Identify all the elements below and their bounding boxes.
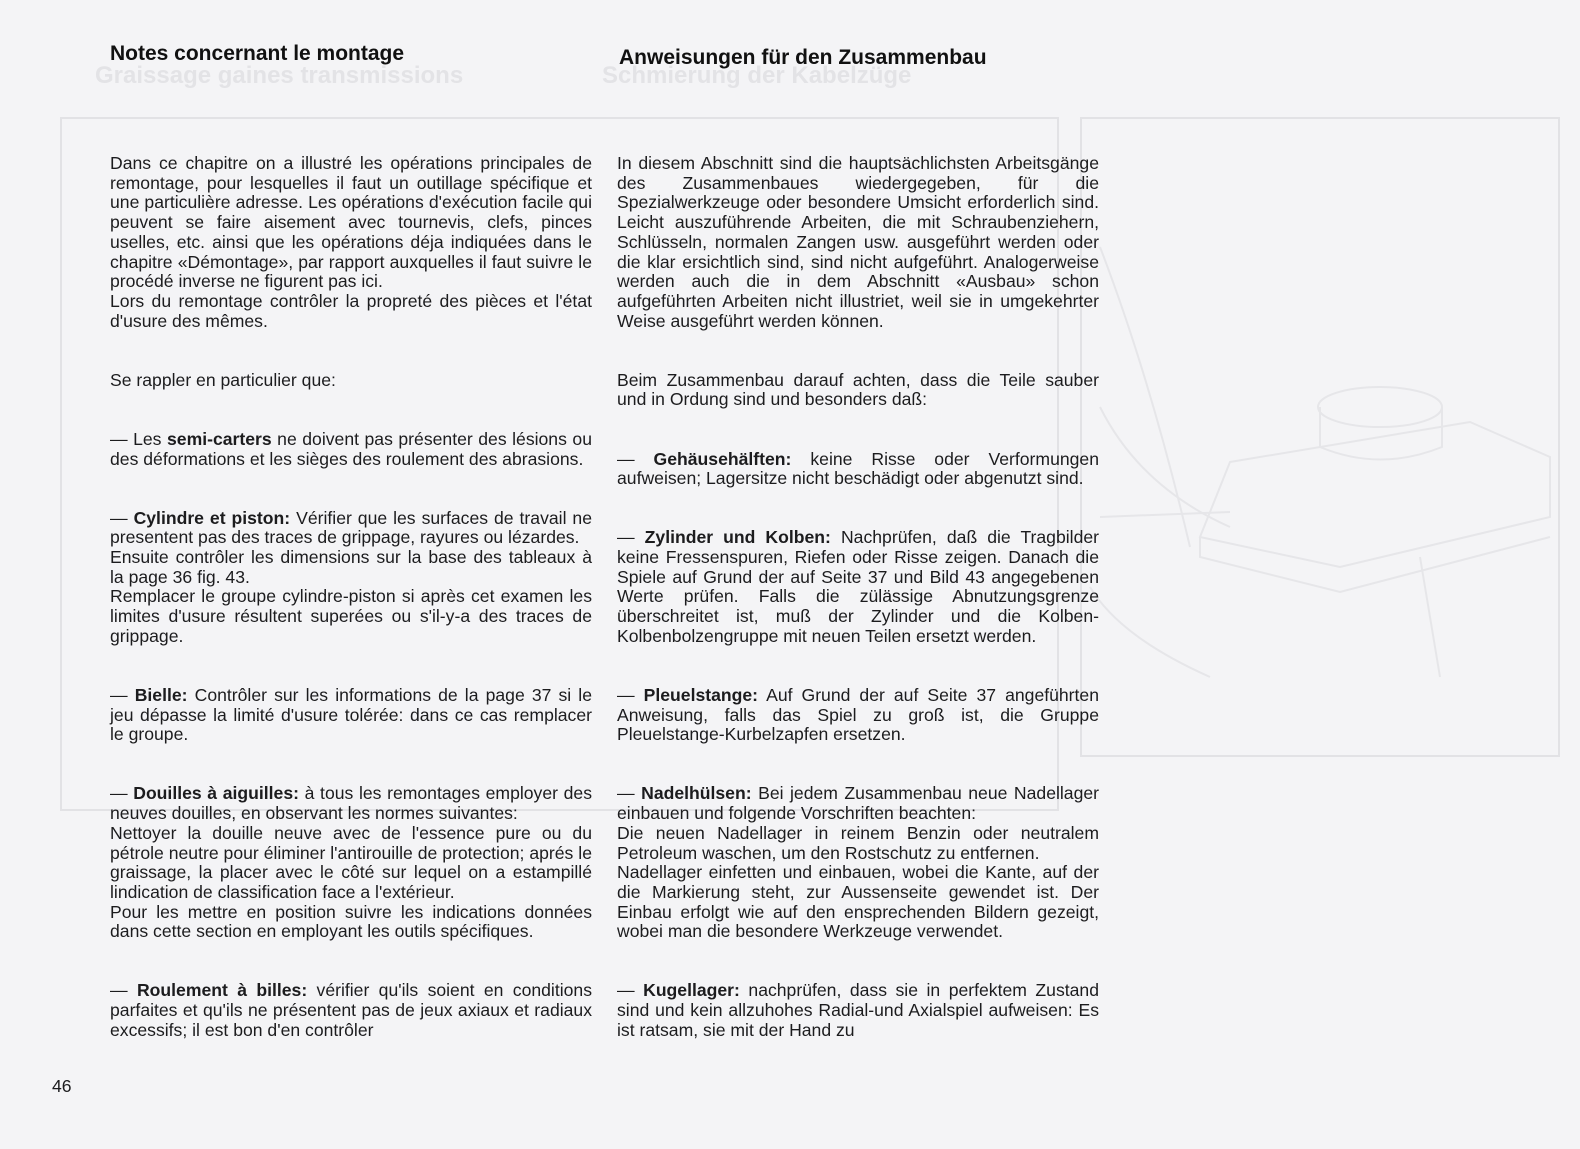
bleed-through-title-de: Schmierung der Kabelzüge [602,62,912,89]
list-item-detail: Ensuite contrôler les dimensions sur la base des tableaux à la page 36 fig. 43. [110,547,592,587]
list-item: — Kugellager: nachprüfen, dass sie in perfektem Zustand sind und kein allzuhohes Radial-und Axialspiel aufweisen: Es ist ratsam, sie mit der Hand zu [617,980,1100,1040]
intro-paragraph: Dans ce chapitre on a illustré les opérations principales de remontage, pour lesquelles il faut un outillage spécifique et une particulière adresse. Les opérations d'exécution facile qui peuvent se faire aisement avec tournevis, clefs, pinces uselles, etc. ainsi que les opérations déja indiquées dans le chapitre «Démontage», par rapport auxquelles il faut suivre le procédé inverse ne figurent pas ici. [110,153,592,292]
list-item-detail: Pour les mettre en position suivre les indications données dans cette section en employant les outils spécifiques. [110,901,592,942]
machine-drawing [1090,247,1550,677]
list-item: — Nadelhülsen: Bei jedem Zusammenbau neue Nadellager einbauen und folgende Vorschriften beachten: [617,783,1100,824]
item-term: Roulement à billes: [136,980,308,1001]
list-item-detail: Nettoyer la douille neuve avec de l'essence pure ou du pétrole neutre pour éliminer l'antirouille de protection; aprés le graissage, la placer avec le côté sur lequel on a estampillé lindication de classification face a l'extérieur. [110,822,592,902]
item-term: Zylinder und Kolben: [644,527,831,548]
heading-french: Notes concernant le montage [110,42,405,65]
list-item: — Pleuelstange: Auf Grund der auf Seite 37 angeführten Anweisung, falls das Spiel zu groß ist, die Gruppe Pleuelstange-Kurbelzapfen ersetzen. [617,684,1099,745]
list-item-detail: Nadellager einfetten und einbauen, wobei die Kante, auf der die Markierung steht, zur Aussenseite gewendet ist. Der Einbau erfolgt wie auf den ensprechenden Bildern gezeigt, wobei man die besondere Werkzeuge verwendet. [617,862,1099,942]
list-item: — Roulement à billes: vérifier qu'ils soient en conditions parfaites et qu'ils ne présentent pas de jeux axiaux et radiaux excessifs; il est bon d'en contrôler [110,980,593,1040]
item-term: Pleuelstange: [643,684,759,705]
item-term: Douilles à aiguilles: [133,783,299,804]
intro-paragraph: In diesem Abschnitt sind die hauptsächlichsten Arbeitsgänge des Zusammenbaues wiedergegeben, für die Spezialwerkzeuge oder besondere Umsicht erforderlich sind. Leicht auszuführende Arbeiten, die mit Schraubenziehern, Schlüsseln, normalen Zangen usw. ausgeführt werden oder die klar ersichtlich sind, sind nicht aufgeführt. Analogerweise werden auch die in dem Abschnitt «Ausbau» schon aufgeführten Arbeiten nicht illustriet, weil sie in umgekehrter Weise ausgeführt werden können. [617,153,1099,331]
item-term: Gehäusehälften: [653,448,792,469]
item-term: Nadelhülsen: [641,783,752,804]
column-german [617,154,1099,1041]
list-item: — Gehäusehälften: keine Risse oder Verformungen aufweisen; Lagersitze nicht beschädigt oder abgenutzt sind. [617,448,1099,489]
list-item: — Cylindre et piston: Vérifier que les surfaces de travail ne presentent pas des traces de grippage, rayures ou lézardes. [110,507,593,548]
list-item: — Douilles à aiguilles: à tous les remontages employer des neuves douilles, en observant les normes suivantes: [110,783,592,824]
column-french [110,154,592,1041]
list-item: — Bielle: Contrôler sur les informations de la page 37 si le jeu dépasse la limité d'usure tolérée: dans ce cas remplacer le groupe. [110,684,593,745]
list-item: — Zylinder und Kolben: Nachprüfen, daß die Tragbilder keine Fressenspuren, Riefen oder Risse zeigen. Danach die Spiele auf Grund der auf Seite 37 und Bild 43 angegebenen Werte prüfen. Falls die zülässige Abnutzungsgrenze überschreitet ist, muß der Zylinder und die Kolben-Kolbenbolzengruppe mit neuen Teilen ersetzt werden. [617,527,1100,646]
item-term: Cylindre et piston: [133,507,291,528]
reminder-text: Se rappler en particulier que: [110,369,336,390]
bleed-through-title-fr: Graissage gaines transmissions [95,62,464,89]
list-item: — Les semi-carters ne doivent pas présenter des lésions ou des déformations et les sièges des roulement des abrasions. [110,428,592,469]
list-item-detail: Die neuen Nadellager in reinem Benzin oder neutralem Petroleum waschen, um den Rostschutz zu entfernen. [617,822,1099,863]
heading-german: Anweisungen für den Zusammenbau [619,46,987,69]
item-term: Kugellager: [643,980,740,1001]
list-item-detail: Remplacer le groupe cylindre-piston si après cet examen les limites d'usure résultent superées ou s'il-y-a des traces de grippage. [110,586,592,646]
intro-paragraph: Lors du remontage contrôler la propreté des pièces et l'état d'usure des mêmes. [110,290,592,331]
item-term: semi-carters [167,428,272,449]
item-term: Bielle: [134,684,188,705]
page-number: 46 [52,1076,72,1096]
intro-paragraph: Beim Zusammenbau darauf achten, dass die Teile sauber und in Ordung sind und besonders daß: [617,369,1099,410]
bleed-through-figure [1080,117,1560,757]
